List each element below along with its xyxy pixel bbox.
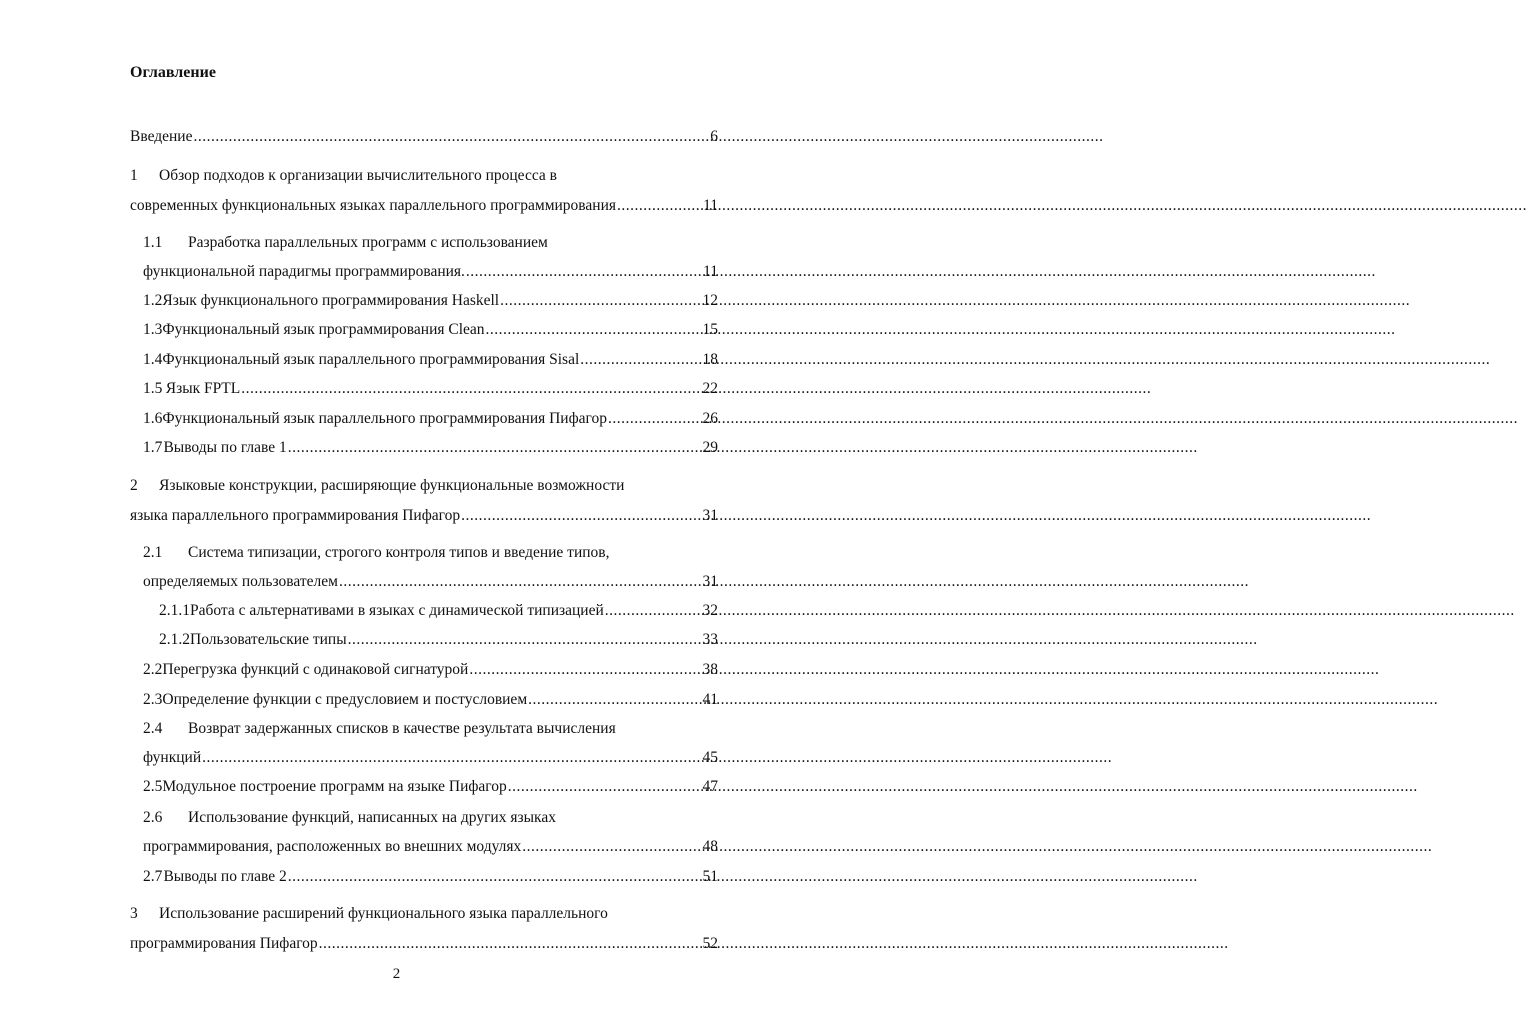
dot-leader (202, 748, 701, 768)
toc-entry-title: Работа с альтернативами в языках с динамической типизацией (190, 602, 604, 619)
toc-section-2-1-line1[interactable] (143, 543, 609, 563)
dot-leader (348, 630, 702, 650)
toc-chapter-3-line2[interactable] (130, 934, 718, 954)
toc-entry-title: Язык FPTL (165, 380, 241, 397)
dot-leader (461, 506, 701, 526)
toc-page-number: 52 (702, 935, 718, 952)
toc-section-1-7[interactable] (143, 438, 718, 458)
toc-entry-title: Использование функций, написанных на других языках (188, 809, 556, 826)
toc-page-number: 33 (702, 631, 718, 648)
toc-entry-title-cont: языка параллельного программирования Пифагор (130, 507, 461, 524)
toc-page-number: 41 (702, 691, 718, 708)
toc-entry-title-cont: функций (143, 749, 202, 766)
toc-page-number: 18 (702, 351, 718, 368)
toc-entry-title: Выводы по главе 1 (163, 439, 287, 456)
toc-chapter-3-line1[interactable] (130, 904, 608, 924)
toc-section-1-1-line2[interactable] (143, 262, 718, 282)
toc-entry-number: 1.1 (143, 234, 163, 251)
toc-page-number: 32 (702, 602, 718, 619)
toc-section-2-3[interactable] (143, 690, 718, 710)
toc-entry-number: 1.4 (143, 351, 163, 368)
toc-entry-number: 2.7 (143, 868, 163, 885)
toc-page-number: 31 (702, 507, 718, 524)
dot-leader (319, 934, 702, 954)
toc-entry-intro[interactable] (130, 127, 718, 147)
toc-entry-title-cont: функциональной парадигмы программирования. (143, 263, 465, 280)
toc-entry-number: 1.5 (143, 380, 163, 397)
toc-entry-number: 2.3 (143, 691, 163, 708)
toc-entry-title: Язык функционального программирования Haskell (162, 292, 500, 309)
toc-page-number: 22 (702, 380, 718, 397)
dot-leader (193, 127, 709, 147)
toc-entry-title-cont: программирования, расположенных во внешних модулях (143, 838, 522, 855)
toc-section-2-1-line2[interactable] (143, 572, 718, 592)
toc-entry-title: Система типизации, строгого контроля типов и введение типов, (188, 544, 610, 561)
dot-leader (339, 572, 702, 592)
toc-page-number: 29 (702, 439, 718, 456)
toc-page-number: 51 (702, 868, 718, 885)
toc-section-1-6[interactable] (143, 409, 718, 429)
toc-page-number: 31 (702, 573, 718, 590)
toc-entry-number: 1.3 (143, 321, 163, 338)
toc-entry-title-cont: определяемых пользователем (143, 573, 338, 590)
toc-chapter-1-line1[interactable] (130, 166, 557, 186)
toc-entry-title: Определение функции с предусловием и постусловием (162, 691, 528, 708)
toc-subsection-2-1-1[interactable] (159, 601, 718, 621)
toc-entry-title: Введение (130, 128, 193, 145)
toc-entry-number: 2.2 (143, 661, 163, 678)
toc-page-number: 26 (702, 410, 718, 427)
toc-page-number: 6 (710, 128, 718, 145)
toc-entry-title: Функциональный язык программирования Clean (162, 321, 485, 338)
toc-entry-number: 2.4 (143, 720, 163, 737)
toc-page-number: 47 (702, 778, 718, 795)
dot-leader (580, 350, 701, 370)
toc-section-1-4[interactable] (143, 350, 718, 370)
dot-leader (486, 320, 702, 340)
toc-entry-title: Модульное построение программ на языке Пифагор (162, 778, 507, 795)
toc-entry-number: 2.1.1 (159, 602, 190, 619)
dot-leader (469, 660, 701, 680)
toc-chapter-1-line2[interactable] (130, 196, 718, 216)
toc-page-number: 11 (703, 263, 718, 280)
dot-leader (608, 409, 701, 429)
toc-entry-number: 3 (130, 905, 138, 922)
toc-subsection-2-1-2[interactable] (159, 630, 718, 650)
toc-entry-number: 2.5 (143, 778, 163, 795)
toc-page-number: 48 (702, 838, 718, 855)
toc-section-2-7[interactable] (143, 867, 718, 887)
toc-heading: Оглавление (130, 64, 216, 81)
toc-entry-title: Использование расширений функционального языка параллельного (159, 905, 608, 922)
toc-entry-number: 2.1 (143, 544, 163, 561)
toc-entry-number: 2 (130, 477, 138, 494)
toc-chapter-2-line2[interactable] (130, 506, 718, 526)
toc-entry-title: Функциональный язык параллельного программирования Пифагор (162, 410, 608, 427)
dot-leader (617, 196, 702, 216)
toc-page-number: 15 (702, 321, 718, 338)
dot-leader (241, 379, 701, 399)
dot-leader (288, 867, 702, 887)
dot-leader (522, 837, 701, 857)
toc-entry-title: Функциональный язык параллельного программирования Sisal (162, 351, 580, 368)
toc-page-number: 45 (702, 749, 718, 766)
dot-leader (605, 601, 702, 621)
toc-entry-number: 2.1.2 (159, 631, 190, 648)
toc-entry-title-cont: программирования Пифагор (130, 935, 318, 952)
toc-section-1-2[interactable] (143, 291, 718, 311)
toc-section-1-1-line1[interactable] (143, 233, 548, 253)
toc-entry-number: 1.7 (143, 439, 163, 456)
toc-entry-title: Перегрузка функций с одинаковой сигнатурой (162, 661, 469, 678)
toc-section-2-6-line2[interactable] (143, 837, 718, 857)
toc-section-1-5[interactable] (143, 379, 718, 399)
toc-section-2-4-line2[interactable] (143, 748, 718, 768)
toc-page-number: 38 (702, 661, 718, 678)
toc-entry-number: 2.6 (143, 809, 163, 826)
toc-section-2-2[interactable] (143, 660, 718, 680)
toc-entry-title: Возврат задержанных списков в качестве результата вычисления (188, 720, 616, 737)
toc-section-2-4-line1[interactable] (143, 719, 616, 739)
toc-entry-title: Языковые конструкции, расширяющие функциональные возможности (159, 477, 625, 494)
toc-section-2-6-line1[interactable] (143, 808, 556, 828)
dot-leader (528, 690, 701, 710)
toc-entry-title: Разработка параллельных программ с использованием (188, 234, 548, 251)
toc-entry-number: 1.6 (143, 410, 163, 427)
dot-leader (466, 262, 702, 282)
toc-page-number: 11 (703, 197, 718, 214)
dot-leader (500, 291, 701, 311)
page-number: 2 (392, 966, 401, 982)
toc-entry-number: 1.2 (143, 292, 163, 309)
dot-leader (288, 438, 702, 458)
dot-leader (508, 777, 702, 797)
toc-entry-title: Выводы по главе 2 (163, 868, 287, 885)
toc-entry-title-cont: современных функциональных языках параллельного программирования (130, 197, 617, 214)
toc-page-number: 12 (702, 292, 718, 309)
toc-entry-title: Пользовательские типы (190, 631, 347, 648)
toc-section-1-3[interactable] (143, 320, 718, 340)
toc-section-2-5[interactable] (143, 777, 718, 797)
toc-entry-number: 1 (130, 167, 138, 184)
toc-chapter-2-line1[interactable] (130, 476, 624, 496)
toc-entry-title: Обзор подходов к организации вычислительного процесса в (159, 167, 557, 184)
